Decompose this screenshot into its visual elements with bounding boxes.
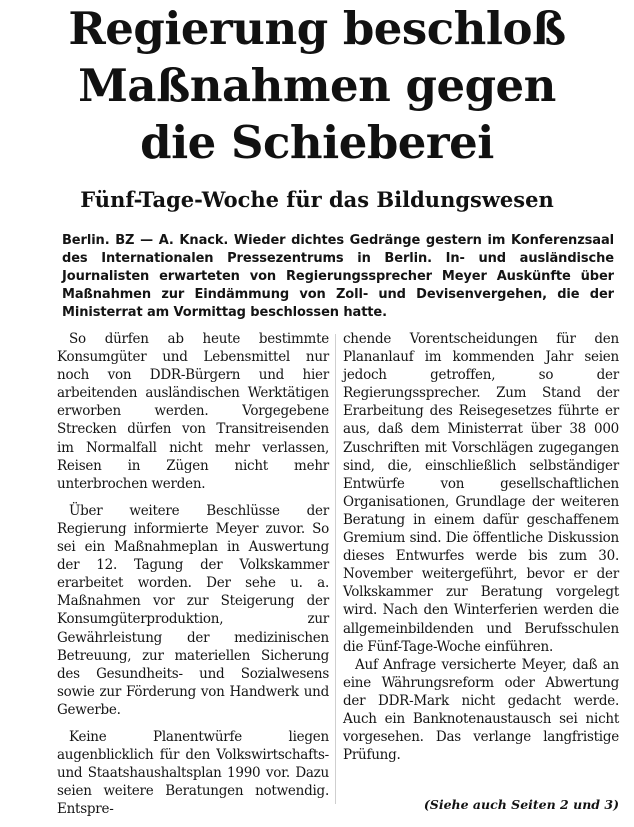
body-paragraph: Keine Planentwürfe liegen augenblicklich für den Volkswirtschafts- und Staatshaushaltsplan 1990 vor. Dazu seien weitere Beratungen notwendig. Entspre- (57, 728, 329, 818)
headline-line-2: Maßnahmen gegen (78, 59, 556, 112)
lead-paragraph: Berlin. BZ — A. Knack. Wieder dichtes Gedränge gestern im Konferenzsaal des Internationalen Pressezentrums in Berlin. In- und ausländische Journalisten erwarteten von Regierungssprecher Meyer Auskünfte über Maßnahmen zur Eindämmung von Zoll- und Devisenvergehen, die der Ministerrat am Vormittag beschlossen hatte. (62, 233, 614, 320)
body-paragraph-continued: chende Vorentscheidungen für den Plananlauf im kommenden Jahr seien jedoch getroffen, so der Regierungssprecher. Zum Stand der Erarbeitung des Reisegesetzes führte er aus, daß dem Ministerrat über 38 000 Zuschriften mit Vorschlägen zugegangen sind, die, einschließlich selbständiger Entwürfe von gesellschaftlichen Organisationen, Grundlage der weiteren Beratung in einem dafür geschaffenem Gremium sind. Die öffentliche Diskussion dieses Entwurfes werde bis zum 30. November weitergeführt, bevor er der Volkskammer zur Beratung vorgelegt wird. Nach den Winterferien werden die allgemeinbildenden und Berufsschulen die Fünf-Tage-Woche einführen. (343, 331, 619, 655)
left-column (57, 330, 329, 818)
right-column (343, 330, 619, 764)
body-paragraph: Über weitere Beschlüsse der Regierung informierte Meyer zuvor. So sei ein Maßnahmeplan in Auswertung der 12. Tagung der Volkskammer erarbeitet worden. Der sehe u. a. Maßnahmen vor zur Steigerung der Konsumgüterproduktion, zur Gewährleistung der medizinischen Betreuung, zur materiellen Sicherung des Gesundheits- und Sozialwesens sowie zur Förderung von Handwerk und Gewerbe. (57, 502, 329, 718)
headline-line-3: die Schieberei (140, 116, 494, 169)
body-paragraph: Auf Anfrage versicherte Meyer, daß an eine Währungsreform oder Abwertung der DDR-Mark nicht gedacht werde. Auch ein Banknotenaustausch sei nicht vorgesehen. Das verlange langfristige Prüfung. (343, 656, 619, 764)
subheadline: Fünf-Tage-Woche für das Bildungswesen (80, 187, 554, 212)
headline-line-1: Regierung beschloß (68, 2, 566, 55)
column-divider (335, 334, 336, 804)
page-reference: (Siehe auch Seiten 2 und 3) (423, 797, 619, 812)
headline (0, 0, 634, 171)
body-paragraph: So dürfen ab heute bestimmte Konsumgüter und Lebensmittel nur noch von DDR-Bürgern und hier arbeitenden ausländischen Werktätigen erworben werden. Vorgegebene Strecken dürfen von Transitreisenden im Normalfall nicht mehr verlassen, Reisen in Zügen nicht mehr unterbrochen werden. (57, 331, 329, 492)
